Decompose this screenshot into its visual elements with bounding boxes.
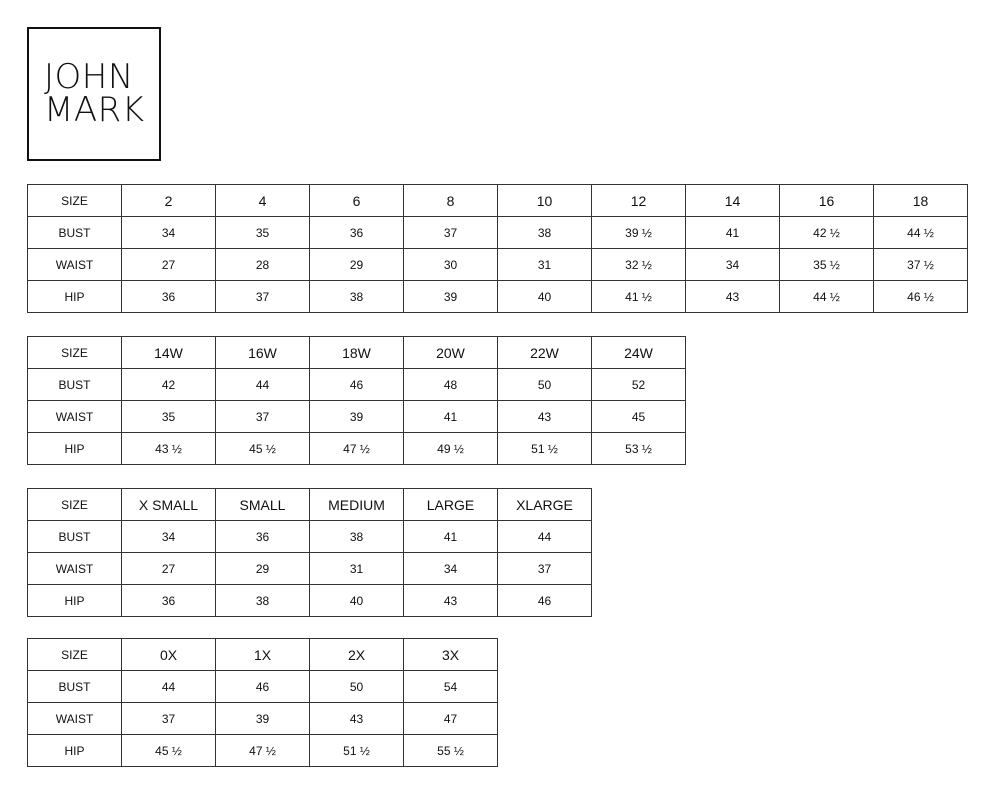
measurement-value: 51 ½ — [310, 735, 404, 767]
measurement-value: 41 — [686, 217, 780, 249]
measurement-label: HIP — [28, 735, 122, 767]
measurement-value: 41 ½ — [592, 281, 686, 313]
measurement-value: 46 ½ — [874, 281, 968, 313]
measurement-value: 44 ½ — [780, 281, 874, 313]
measurement-label: WAIST — [28, 553, 122, 585]
measurement-value: 42 — [122, 369, 216, 401]
measurement-value: 52 — [592, 369, 686, 401]
measurement-label: BUST — [28, 217, 122, 249]
measurement-value: 45 ½ — [216, 433, 310, 465]
size-header-cell: X SMALL — [122, 489, 216, 521]
measurement-value: 29 — [216, 553, 310, 585]
size-header-cell: 16W — [216, 337, 310, 369]
size-header-cell: 6 — [310, 185, 404, 217]
size-header-cell: 3X — [404, 639, 498, 671]
measurement-value: 43 — [404, 585, 498, 617]
measurement-value: 44 — [216, 369, 310, 401]
measurement-value: 34 — [404, 553, 498, 585]
measurement-value: 49 ½ — [404, 433, 498, 465]
measurement-value: 44 — [122, 671, 216, 703]
measurement-value: 39 — [404, 281, 498, 313]
measurement-value: 50 — [310, 671, 404, 703]
measurement-label: BUST — [28, 369, 122, 401]
size-header-cell: 18 — [874, 185, 968, 217]
measurement-value: 35 — [122, 401, 216, 433]
measurement-value: 29 — [310, 249, 404, 281]
measurement-value: 38 — [216, 585, 310, 617]
measurement-value: 38 — [498, 217, 592, 249]
measurement-row-bust — [28, 671, 498, 703]
measurement-value: 31 — [498, 249, 592, 281]
brand-logo — [27, 27, 161, 161]
measurement-value: 51 ½ — [498, 433, 592, 465]
size-header-cell: 14W — [122, 337, 216, 369]
measurement-label: WAIST — [28, 401, 122, 433]
measurement-value: 34 — [122, 521, 216, 553]
measurement-label: WAIST — [28, 703, 122, 735]
measurement-value: 38 — [310, 521, 404, 553]
measurement-row-hip — [28, 281, 968, 313]
size-chart-misses — [27, 184, 968, 313]
measurement-label: HIP — [28, 433, 122, 465]
measurement-value: 47 ½ — [310, 433, 404, 465]
measurement-value: 53 ½ — [592, 433, 686, 465]
measurement-value: 39 ½ — [592, 217, 686, 249]
measurement-value: 44 ½ — [874, 217, 968, 249]
measurement-value: 45 — [592, 401, 686, 433]
size-chart-alpha — [27, 488, 592, 617]
measurement-value: 47 — [404, 703, 498, 735]
size-header-cell: 14 — [686, 185, 780, 217]
size-header-cell: SMALL — [216, 489, 310, 521]
measurement-value: 46 — [216, 671, 310, 703]
measurement-label: BUST — [28, 671, 122, 703]
measurement-label: WAIST — [28, 249, 122, 281]
measurement-value: 46 — [310, 369, 404, 401]
measurement-value: 43 — [310, 703, 404, 735]
size-header-cell: 18W — [310, 337, 404, 369]
measurement-value: 34 — [122, 217, 216, 249]
size-column-label: SIZE — [28, 185, 122, 217]
measurement-value: 47 ½ — [216, 735, 310, 767]
measurement-row-hip — [28, 433, 686, 465]
measurement-row-waist — [28, 249, 968, 281]
size-header-cell: 22W — [498, 337, 592, 369]
measurement-value: 37 ½ — [874, 249, 968, 281]
measurement-value: 28 — [216, 249, 310, 281]
measurement-value: 40 — [498, 281, 592, 313]
measurement-row-hip — [28, 585, 592, 617]
measurement-value: 38 — [310, 281, 404, 313]
measurement-row-hip — [28, 735, 498, 767]
measurement-value: 43 — [686, 281, 780, 313]
size-chart-plus — [27, 638, 498, 767]
size-header-cell: 2 — [122, 185, 216, 217]
measurement-value: 41 — [404, 401, 498, 433]
measurement-value: 36 — [216, 521, 310, 553]
measurement-value: 39 — [310, 401, 404, 433]
measurement-row-bust — [28, 217, 968, 249]
measurement-value: 35 ½ — [780, 249, 874, 281]
measurement-value: 30 — [404, 249, 498, 281]
size-header-row — [28, 639, 498, 671]
measurement-row-bust — [28, 521, 592, 553]
size-column-label: SIZE — [28, 639, 122, 671]
measurement-value: 37 — [216, 281, 310, 313]
size-chart-womens — [27, 336, 686, 465]
size-header-row — [28, 489, 592, 521]
measurement-value: 36 — [310, 217, 404, 249]
measurement-value: 27 — [122, 553, 216, 585]
measurement-value: 44 — [498, 521, 592, 553]
size-header-cell: 4 — [216, 185, 310, 217]
measurement-value: 43 — [498, 401, 592, 433]
size-header-cell: 12 — [592, 185, 686, 217]
measurement-value: 50 — [498, 369, 592, 401]
measurement-row-waist — [28, 401, 686, 433]
size-header-cell: LARGE — [404, 489, 498, 521]
measurement-row-bust — [28, 369, 686, 401]
measurement-value: 43 ½ — [122, 433, 216, 465]
brand-logo-line1: JOHN — [44, 57, 134, 97]
size-header-cell: 24W — [592, 337, 686, 369]
measurement-value: 31 — [310, 553, 404, 585]
measurement-value: 37 — [216, 401, 310, 433]
measurement-value: 37 — [404, 217, 498, 249]
measurement-value: 41 — [404, 521, 498, 553]
measurement-value: 35 — [216, 217, 310, 249]
size-header-row — [28, 337, 686, 369]
measurement-value: 54 — [404, 671, 498, 703]
measurement-value: 36 — [122, 585, 216, 617]
size-header-row — [28, 185, 968, 217]
brand-logo-line2: MARK — [44, 90, 145, 130]
measurement-value: 46 — [498, 585, 592, 617]
measurement-value: 37 — [122, 703, 216, 735]
measurement-value: 48 — [404, 369, 498, 401]
measurement-value: 32 ½ — [592, 249, 686, 281]
size-header-cell: 10 — [498, 185, 592, 217]
size-header-cell: MEDIUM — [310, 489, 404, 521]
size-header-cell: 1X — [216, 639, 310, 671]
size-header-cell: 16 — [780, 185, 874, 217]
size-header-cell: 0X — [122, 639, 216, 671]
size-column-label: SIZE — [28, 337, 122, 369]
size-header-cell: 2X — [310, 639, 404, 671]
measurement-value: 42 ½ — [780, 217, 874, 249]
measurement-value: 40 — [310, 585, 404, 617]
measurement-value: 27 — [122, 249, 216, 281]
size-header-cell: 8 — [404, 185, 498, 217]
size-header-cell: 20W — [404, 337, 498, 369]
measurement-value: 34 — [686, 249, 780, 281]
measurement-label: HIP — [28, 281, 122, 313]
measurement-value: 45 ½ — [122, 735, 216, 767]
size-column-label: SIZE — [28, 489, 122, 521]
measurement-label: HIP — [28, 585, 122, 617]
measurement-value: 55 ½ — [404, 735, 498, 767]
size-header-cell: XLARGE — [498, 489, 592, 521]
measurement-row-waist — [28, 553, 592, 585]
measurement-value: 37 — [498, 553, 592, 585]
measurement-label: BUST — [28, 521, 122, 553]
measurement-value: 36 — [122, 281, 216, 313]
measurement-value: 39 — [216, 703, 310, 735]
measurement-row-waist — [28, 703, 498, 735]
